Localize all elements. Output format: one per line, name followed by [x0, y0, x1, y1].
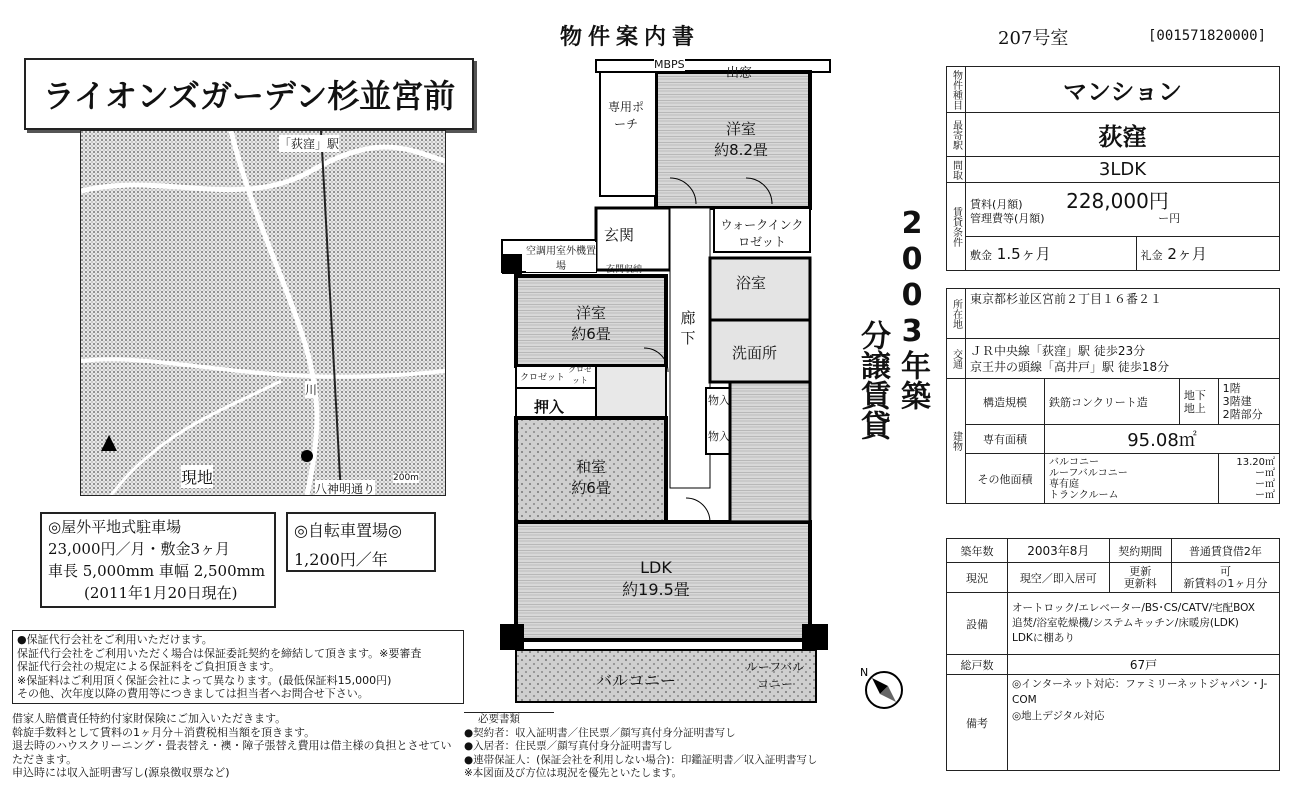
facilities-line-3: LDKに棚あり — [1012, 632, 1075, 644]
trunk-value: ー㎡ — [1255, 489, 1275, 501]
fp-storage-a: 物入 — [708, 394, 730, 407]
other-area-names — [1045, 454, 1219, 504]
property-type: マンション — [966, 67, 1280, 113]
rent-value: 228,000円 — [1066, 188, 1169, 213]
guarantee-note: 保証代行会社の規定による保証料をご負担頂きます。 — [17, 660, 281, 673]
insurance-note: 借家人賠償責任特約付家財保険にご加入いただきます。 — [12, 712, 287, 725]
access-label: 交通 — [947, 339, 966, 379]
remarks-cell — [1008, 675, 1280, 771]
layout-label: 間取 — [947, 157, 966, 183]
parking-title: ◎屋外平地式駐車場 — [48, 518, 182, 536]
guarantee-note: ●保証代行会社をご利用いただけます。 — [17, 633, 213, 646]
address-label: 所在地 — [947, 289, 966, 339]
svg-text:N: N — [860, 666, 869, 679]
insurance-note: 斡旋手数料として賃料の1ヶ月分＋消費税相当額を頂きます。 — [12, 725, 316, 739]
fp-storage-b: 物入 — [708, 430, 730, 443]
station-label: 最寄駅 — [947, 113, 966, 157]
detail-table — [946, 288, 1280, 504]
deposit-value: 1.5ヶ月 — [996, 245, 1051, 263]
map-current-location: 現地 — [181, 465, 213, 488]
area-value: 95.08㎡ — [1045, 425, 1280, 454]
fp-window: 出窓 — [726, 66, 753, 81]
parking-as-of: (2011年1月20日現在) — [84, 584, 238, 602]
fp-japanese-room — [554, 456, 628, 498]
map-graphic — [81, 131, 445, 495]
fp-japanese-room-size: 約6畳 — [571, 479, 611, 497]
guarantee-note: ※保証料はご利用頂く保証会社によって異なります。(最低保証料15,000円) — [17, 673, 392, 687]
remarks-label: 備考 — [947, 675, 1008, 771]
renewal-label: 更新 — [1129, 564, 1152, 578]
balcony-label: バルコニー — [1049, 456, 1099, 468]
fp-ldk-size: 約19.5畳 — [622, 580, 690, 599]
other-area-values — [1218, 454, 1279, 504]
map-road-label: 八神明通り — [315, 482, 376, 496]
guarantee-notes — [12, 630, 464, 704]
roof-label: ルーフバルコニー — [1049, 467, 1128, 479]
status-value: 現空／即入居可 — [1008, 563, 1110, 593]
units-value: 67戸 — [1008, 655, 1280, 675]
map-scale: 200m — [393, 473, 419, 483]
facilities-line-2: 追焚/浴室乾燥機/システムキッチン/床暖房(LDK) — [1012, 617, 1239, 629]
roof-value: ー㎡ — [1255, 467, 1275, 479]
contract-label: 契約期間 — [1109, 539, 1171, 563]
parking-size: 車長 5,000mm 車幅 2,500mm — [48, 562, 266, 580]
bicycle-info — [286, 512, 436, 572]
built-year-suffix: 年築 — [895, 350, 930, 410]
renewal-labels — [1109, 563, 1171, 593]
bicycle-price: 1,200円／年 — [294, 550, 388, 569]
required-documents — [464, 712, 894, 781]
units-label: 総戸数 — [947, 655, 1008, 675]
fp-western-room-label: 洋室 — [725, 120, 756, 138]
fp-aircon: 空調用室外機置場 — [526, 242, 596, 272]
insurance-notes — [12, 712, 462, 780]
parking-price: 23,000円／月・敷金3ヶ月 — [48, 540, 231, 558]
rental-kind-text: 分譲賃貸 — [855, 320, 890, 440]
renewal-value: 可 — [1219, 564, 1231, 578]
fp-western-room-size: 約8.2畳 — [714, 141, 768, 159]
fp-walkin: ウォークインクロゼット — [720, 218, 804, 249]
facilities-label: 設備 — [947, 593, 1008, 655]
fp-ldk-label: LDK — [640, 558, 672, 577]
floor-plan — [496, 58, 832, 704]
access-line-1: ＪＲ中央線「荻窪」駅 徒歩23分 — [970, 343, 1146, 358]
fp-hallway: 廊下 — [680, 309, 696, 347]
trunk-label: トランクルーム — [1049, 489, 1119, 501]
structure-label: 構造規模 — [966, 379, 1045, 425]
yard-value: ー㎡ — [1255, 478, 1275, 490]
conditions-table — [946, 538, 1280, 771]
floors-value-cell — [1218, 379, 1279, 425]
facilities-cell — [1008, 593, 1280, 655]
map-river-label: 川 — [305, 383, 318, 397]
floors-label-cell — [1179, 379, 1218, 425]
remarks-line-2: ◎地上デジタル対応 — [1012, 710, 1105, 722]
type-label: 物件種目 — [947, 67, 966, 113]
access-line-2: 京王井の頭線「高井戸」駅 徒歩18分 — [970, 359, 1170, 374]
key-money-value: 2ヶ月 — [1167, 245, 1207, 263]
other-area-label: その他面積 — [966, 454, 1045, 504]
required-docs-title: 必要書類 — [464, 712, 554, 727]
layout-value: 3LDK — [966, 157, 1280, 183]
fp-bath: 浴室 — [736, 274, 767, 292]
built-year-vertical — [888, 206, 936, 410]
balcony-value: 13.20㎡ — [1236, 456, 1275, 468]
nearest-station: 荻窪 — [966, 113, 1280, 157]
location-map — [80, 130, 446, 496]
above-label: 地上 — [1183, 401, 1206, 415]
facilities-line-1: オートロック/エレベーター/BS･CS/CATV/宅配BOX — [1012, 602, 1255, 614]
built-value: 2003年8月 — [1008, 539, 1110, 563]
built-label: 築年数 — [947, 539, 1008, 563]
rental-kind-vertical — [852, 320, 892, 440]
required-doc-item: ●入居者：住民票／顔写真付身分証明書写し — [464, 740, 673, 752]
deposit-label: 敷金 — [970, 249, 992, 262]
parking-info — [40, 512, 276, 608]
deposit-cell — [966, 237, 1137, 271]
north-arrow-icon — [858, 664, 904, 710]
area-label: 専有面積 — [966, 425, 1045, 454]
fp-oshiire: 押入 — [534, 398, 565, 416]
structure-value: 鉄筋コンクリート造 — [1045, 379, 1180, 425]
fp-balcony: バルコニー — [596, 671, 677, 690]
insurance-note: 申込時には収入証明書写し(源泉徴収票など) — [12, 766, 230, 779]
terms-label: 賃貸条件 — [947, 183, 966, 271]
renewal-values — [1171, 563, 1279, 593]
contract-value: 普通賃貸借2年 — [1171, 539, 1279, 563]
insurance-note: 退去時のハウスクリーニング・畳表替え・襖・障子張替え費用は借主様の負担とさせていただきます。 — [12, 739, 452, 766]
fp-entrance: 玄関 — [604, 226, 635, 244]
fp-ldk — [606, 558, 706, 600]
building-label: 建物 — [947, 379, 966, 504]
required-doc-item: ●契約者：収入証明書／住民票／顔写真付身分証明書写し — [464, 726, 736, 739]
bicycle-title: ◎自転車置場◎ — [294, 521, 402, 540]
yard-label: 専有庭 — [1049, 478, 1079, 490]
address-value: 東京都杉並区宮前２丁目１６番２１ — [966, 289, 1280, 339]
mgmt-value: ー円 — [1158, 211, 1181, 225]
built-year-digits: 2003 — [901, 206, 923, 349]
access-cell — [966, 339, 1280, 379]
room-number: 207号室 — [998, 28, 1069, 49]
rent-cell — [966, 183, 1280, 237]
required-doc-item: ●連帯保証人：(保証会社を利用しない場合)：印鑑証明書／収入証明書写し — [464, 753, 818, 766]
key-money-label: 礼金 — [1140, 249, 1163, 262]
renewal-fee-label: 更新料 — [1123, 576, 1157, 590]
document-title: 物件案内書 — [560, 24, 701, 50]
summary-table — [946, 66, 1280, 271]
rent-label: 賃料(月額) — [970, 197, 1023, 211]
fp-mbps: MBPS — [654, 58, 685, 71]
above-value: 3階建 — [1222, 395, 1252, 408]
map-station-label: 「荻窪」駅 — [279, 137, 340, 151]
fp-storage-small: 玄関収納 — [606, 265, 643, 275]
fp-closet1: クロゼット — [520, 373, 565, 383]
fp-western-room2-size: 約6畳 — [571, 325, 611, 343]
underground-value: 1階 — [1222, 382, 1241, 395]
fp-washroom: 洗面所 — [732, 344, 778, 362]
remarks-line-1: ◎インターネット対応：ファミリーネットジャパン・J-COM — [1012, 678, 1268, 706]
status-label: 現況 — [947, 563, 1008, 593]
underground-label: 地下 — [1183, 388, 1206, 402]
renewal-fee-value: 新賃料の1ヶ月分 — [1183, 576, 1268, 590]
guarantee-note: 保証代行会社をご利用いただく場合は保証委託契約を締結して頂きます。※要審査 — [17, 646, 422, 660]
building-name: ライオンズガーデン杉並宮前 — [24, 58, 474, 130]
key-money-cell — [1136, 237, 1279, 271]
required-doc-item: ※本図面及び方位は現況を優先といたします。 — [464, 767, 682, 779]
fp-japanese-room-label: 和室 — [575, 458, 606, 476]
guarantee-note: その他、次年度以降の費用等につきましては担当者へお問合せ下さい。 — [17, 687, 369, 700]
fp-closet2: クロゼット — [568, 365, 592, 385]
document-code: [001571820000] — [1148, 28, 1267, 44]
fp-western-room2-label: 洋室 — [575, 304, 606, 322]
above-value-2: 2階部分 — [1222, 408, 1263, 421]
fp-porch: 専用ポーチ — [607, 100, 644, 131]
fp-western-room — [696, 118, 786, 160]
mgmt-label: 管理費等(月額) — [970, 211, 1045, 225]
fp-western-room2 — [556, 302, 626, 344]
fp-roof-balcony: ルーフバルコニー — [745, 660, 805, 691]
